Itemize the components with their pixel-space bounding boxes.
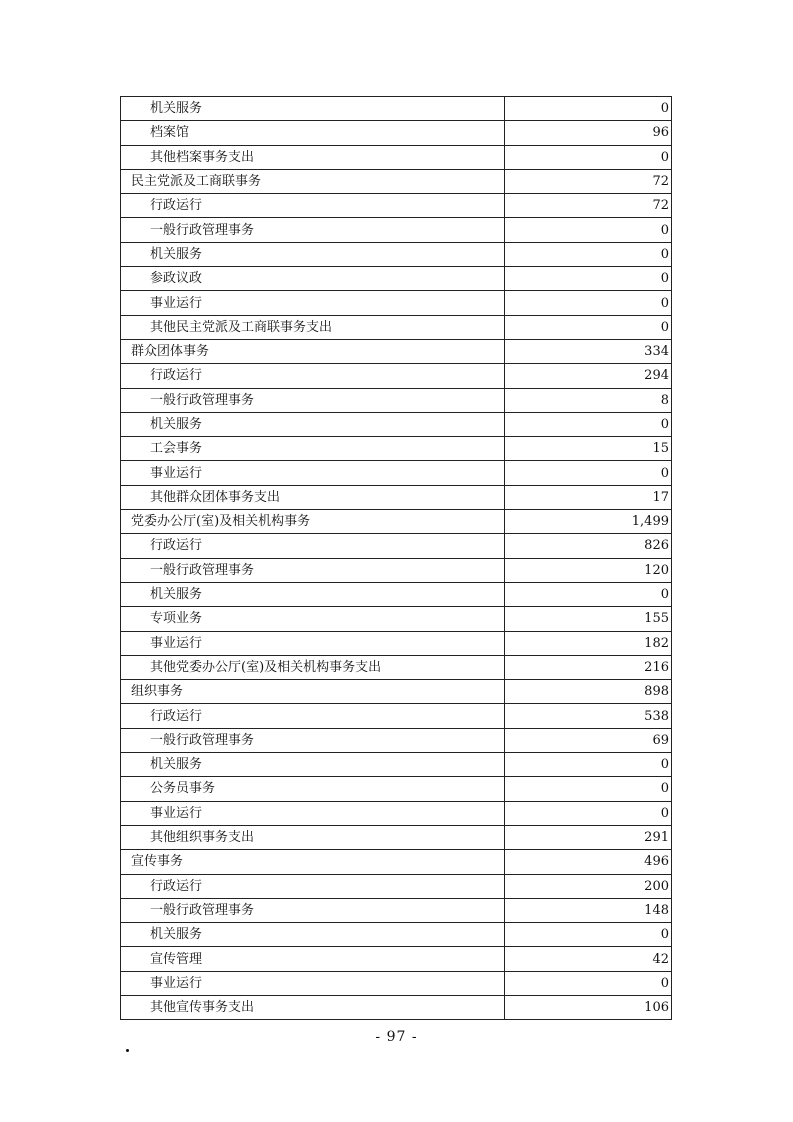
row-item-value: 334 bbox=[505, 339, 672, 363]
row-item-value: 0 bbox=[505, 97, 672, 121]
row-item-name: 民主党派及工商联事务 bbox=[121, 169, 505, 193]
row-item-name: 事业运行 bbox=[121, 461, 505, 485]
row-item-name: 行政运行 bbox=[121, 194, 505, 218]
row-item-value: 0 bbox=[505, 242, 672, 266]
row-item-name: 公务员事务 bbox=[121, 777, 505, 801]
table-row bbox=[121, 461, 672, 485]
table-row bbox=[121, 607, 672, 631]
row-item-name: 党委办公厅(室)及相关机构事务 bbox=[121, 510, 505, 534]
row-item-name: 档案馆 bbox=[121, 121, 505, 145]
table-row bbox=[121, 923, 672, 947]
row-item-name: 行政运行 bbox=[121, 704, 505, 728]
row-item-name: 机关服务 bbox=[121, 753, 505, 777]
row-item-value: 0 bbox=[505, 218, 672, 242]
row-item-name: 事业运行 bbox=[121, 631, 505, 655]
row-item-name: 参政议政 bbox=[121, 267, 505, 291]
table-row bbox=[121, 169, 672, 193]
row-item-value: 0 bbox=[505, 753, 672, 777]
row-item-name: 行政运行 bbox=[121, 874, 505, 898]
row-item-value: 200 bbox=[505, 874, 672, 898]
row-item-value: 8 bbox=[505, 388, 672, 412]
table-row bbox=[121, 145, 672, 169]
table-row bbox=[121, 364, 672, 388]
row-item-value: 496 bbox=[505, 850, 672, 874]
table-row bbox=[121, 194, 672, 218]
table-row bbox=[121, 825, 672, 849]
row-item-name: 宣传管理 bbox=[121, 947, 505, 971]
row-item-name: 事业运行 bbox=[121, 971, 505, 995]
row-item-value: 42 bbox=[505, 947, 672, 971]
table-row bbox=[121, 582, 672, 606]
row-item-name: 组织事务 bbox=[121, 680, 505, 704]
row-item-name: 机关服务 bbox=[121, 923, 505, 947]
row-item-value: 120 bbox=[505, 558, 672, 582]
row-item-name: 机关服务 bbox=[121, 242, 505, 266]
table-row bbox=[121, 850, 672, 874]
row-item-name: 其他宣传事务支出 bbox=[121, 995, 505, 1019]
row-item-name: 其他档案事务支出 bbox=[121, 145, 505, 169]
row-item-name: 机关服务 bbox=[121, 582, 505, 606]
row-item-value: 0 bbox=[505, 412, 672, 436]
row-item-name: 一般行政管理事务 bbox=[121, 558, 505, 582]
table-row bbox=[121, 437, 672, 461]
row-item-value: 826 bbox=[505, 534, 672, 558]
row-item-value: 0 bbox=[505, 582, 672, 606]
table-row bbox=[121, 655, 672, 679]
row-item-name: 其他组织事务支出 bbox=[121, 825, 505, 849]
table-row bbox=[121, 753, 672, 777]
row-item-name: 行政运行 bbox=[121, 534, 505, 558]
row-item-value: 155 bbox=[505, 607, 672, 631]
table-row bbox=[121, 558, 672, 582]
row-item-name: 工会事务 bbox=[121, 437, 505, 461]
table-row bbox=[121, 510, 672, 534]
table-row bbox=[121, 315, 672, 339]
table-row bbox=[121, 218, 672, 242]
row-item-name: 一般行政管理事务 bbox=[121, 898, 505, 922]
row-item-name: 一般行政管理事务 bbox=[121, 728, 505, 752]
row-item-value: 0 bbox=[505, 267, 672, 291]
row-item-value: 182 bbox=[505, 631, 672, 655]
row-item-value: 106 bbox=[505, 995, 672, 1019]
row-item-name: 机关服务 bbox=[121, 97, 505, 121]
row-item-value: 1,499 bbox=[505, 510, 672, 534]
row-item-value: 96 bbox=[505, 121, 672, 145]
table-row bbox=[121, 242, 672, 266]
table-row bbox=[121, 631, 672, 655]
dot-mark bbox=[126, 1049, 129, 1052]
table-row bbox=[121, 388, 672, 412]
row-item-value: 294 bbox=[505, 364, 672, 388]
row-item-name: 群众团体事务 bbox=[121, 339, 505, 363]
row-item-value: 538 bbox=[505, 704, 672, 728]
table-row bbox=[121, 728, 672, 752]
row-item-name: 行政运行 bbox=[121, 364, 505, 388]
table-row bbox=[121, 704, 672, 728]
table-row bbox=[121, 874, 672, 898]
row-item-name: 其他民主党派及工商联事务支出 bbox=[121, 315, 505, 339]
row-item-value: 0 bbox=[505, 971, 672, 995]
row-item-name: 专项业务 bbox=[121, 607, 505, 631]
row-item-value: 0 bbox=[505, 923, 672, 947]
row-item-value: 898 bbox=[505, 680, 672, 704]
table-body bbox=[121, 97, 672, 1020]
table-row bbox=[121, 777, 672, 801]
row-item-name: 事业运行 bbox=[121, 801, 505, 825]
table-row bbox=[121, 947, 672, 971]
table-row bbox=[121, 291, 672, 315]
table-row bbox=[121, 801, 672, 825]
table-row bbox=[121, 971, 672, 995]
budget-expenditure-table bbox=[120, 96, 672, 1020]
row-item-name: 其他群众团体事务支出 bbox=[121, 485, 505, 509]
table-row bbox=[121, 267, 672, 291]
row-item-name: 机关服务 bbox=[121, 412, 505, 436]
row-item-value: 0 bbox=[505, 315, 672, 339]
table-row bbox=[121, 97, 672, 121]
row-item-name: 其他党委办公厅(室)及相关机构事务支出 bbox=[121, 655, 505, 679]
row-item-value: 148 bbox=[505, 898, 672, 922]
row-item-value: 0 bbox=[505, 145, 672, 169]
table-row bbox=[121, 680, 672, 704]
row-item-value: 72 bbox=[505, 194, 672, 218]
row-item-name: 一般行政管理事务 bbox=[121, 218, 505, 242]
row-item-name: 一般行政管理事务 bbox=[121, 388, 505, 412]
table-row bbox=[121, 485, 672, 509]
table-row bbox=[121, 339, 672, 363]
table-row bbox=[121, 534, 672, 558]
row-item-value: 291 bbox=[505, 825, 672, 849]
row-item-value: 69 bbox=[505, 728, 672, 752]
row-item-name: 宣传事务 bbox=[121, 850, 505, 874]
page-number: - 97 - bbox=[375, 1029, 418, 1045]
row-item-value: 0 bbox=[505, 291, 672, 315]
row-item-name: 事业运行 bbox=[121, 291, 505, 315]
row-item-value: 0 bbox=[505, 801, 672, 825]
row-item-value: 0 bbox=[505, 461, 672, 485]
row-item-value: 72 bbox=[505, 169, 672, 193]
row-item-value: 216 bbox=[505, 655, 672, 679]
table-row bbox=[121, 412, 672, 436]
row-item-value: 0 bbox=[505, 777, 672, 801]
table-row bbox=[121, 995, 672, 1019]
row-item-value: 15 bbox=[505, 437, 672, 461]
table-row bbox=[121, 898, 672, 922]
row-item-value: 17 bbox=[505, 485, 672, 509]
table-row bbox=[121, 121, 672, 145]
